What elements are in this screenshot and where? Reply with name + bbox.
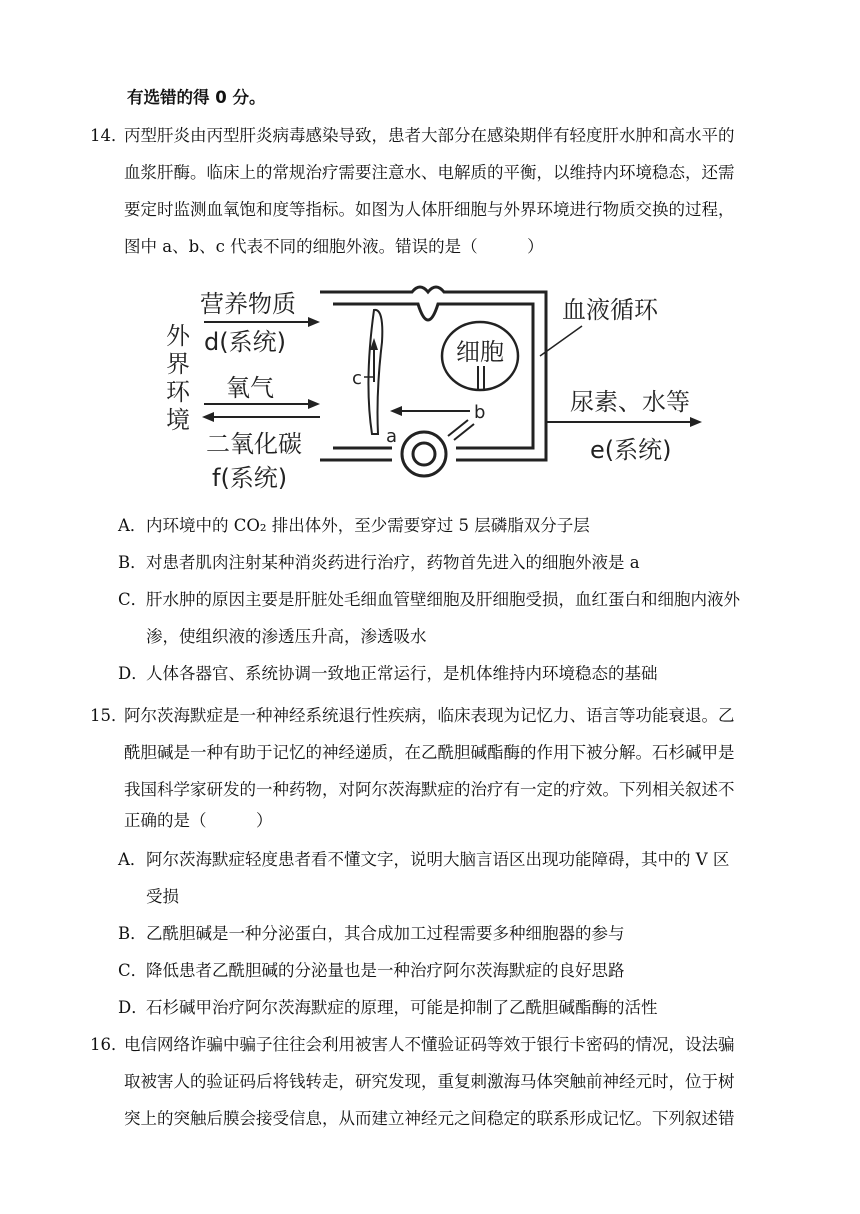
q15-option-c-text: 降低患者乙酰胆碱的分泌量也是一种治疗阿尔茨海默症的良好思路 xyxy=(146,961,625,980)
question-15-line-2: 酰胆碱是一种有助于记忆的神经递质，在乙酰胆碱酯酶的作用下被分解。石杉碱甲是 xyxy=(124,743,735,762)
outer-env-char-2: 界 xyxy=(166,350,190,378)
question-15-line-1: 阿尔茨海默症是一种神经系统退行性疾病，临床表现为记忆力、语言等功能衰退。乙 xyxy=(124,706,735,725)
q14-option-b-letter: B． xyxy=(118,553,147,572)
question-15-line-3: 我国科学家研发的一种药物，对阿尔茨海默症的治疗有一定的疗效。下列相关叙述不 xyxy=(124,780,735,799)
liver-cell-exchange-diagram xyxy=(150,282,710,500)
q14-option-c-letter: C． xyxy=(118,590,148,609)
outer-env-char-1: 外 xyxy=(166,322,190,350)
e-system-label: e(系统) xyxy=(590,436,672,464)
q14-option-c-text: 肝水肿的原因主要是肝脏处毛细血管壁细胞及肝细胞受损，血红蛋白和细胞内液外 xyxy=(146,590,740,609)
a-b-exchange-arrow-1 xyxy=(448,420,468,436)
q15-option-a-continuation: 受损 xyxy=(146,887,179,906)
co2-label: 二氧化碳 xyxy=(206,430,302,458)
nutrient-arrowhead xyxy=(308,317,320,327)
question-16-line-2: 取被害人的验证码后将钱转走，研究发现，重复刺激海马体突触前神经元时，位于树 xyxy=(124,1072,735,1091)
question-14-line-4: 图中 a、b、c 代表不同的细胞外液。错误的是（ ） xyxy=(124,237,544,256)
outer-env-char-4: 境 xyxy=(166,406,190,434)
question-15-line-4: 正确的是（ ） xyxy=(124,811,273,830)
d-system-label: d(系统) xyxy=(204,328,286,356)
question-16-number: 16． xyxy=(90,1035,128,1054)
question-15-number: 15． xyxy=(90,706,128,725)
q14-option-d-text: 人体各器官、系统协调一致地正常运行，是机体维持内环境稳态的基础 xyxy=(146,664,658,683)
q15-option-a-letter: A． xyxy=(118,850,147,869)
question-14-line-1: 丙型肝炎由丙型肝炎病毒感染导致，患者大部分在感染期伴有轻度肝水肿和高水平的 xyxy=(124,126,735,145)
q15-option-a-text: 阿尔茨海默症轻度患者看不懂文字，说明大脑言语区出现功能障碍，其中的 V 区 xyxy=(146,850,730,869)
q14-option-b-text: 对患者肌肉注射某种消炎药进行治疗，药物首先进入的细胞外液是 a xyxy=(146,553,640,572)
question-14-line-3: 要定时监测血氧饱和度等指标。如图为人体肝细胞与外界环境进行物质交换的过程， xyxy=(124,200,735,219)
nutrients-label: 营养物质 xyxy=(200,290,296,318)
label-c: c xyxy=(352,368,362,389)
urea-water-label: 尿素、水等 xyxy=(570,388,690,416)
q14-option-d-letter: D． xyxy=(118,664,148,683)
previous-question-tail: 有选错的得 0 分。 xyxy=(127,88,266,107)
blood-circulation-label: 血液循环 xyxy=(562,296,658,324)
q15-option-c-letter: C． xyxy=(118,961,148,980)
label-b: b xyxy=(474,402,486,423)
q14-option-a-text: 内环境中的 CO₂ 排出体外，至少需要穿过 5 层磷脂双分子层 xyxy=(146,516,590,535)
question-16-line-1: 电信网络诈骗中骗子往往会利用被害人不懂验证码等效于银行卡密码的情况，设法骗 xyxy=(124,1035,735,1054)
q15-option-b-letter: B． xyxy=(118,924,147,943)
lymph-vessel xyxy=(368,310,382,434)
q15-option-d-text: 石杉碱甲治疗阿尔茨海默症的原理，可能是抑制了乙酰胆碱酯酶的活性 xyxy=(146,998,658,1017)
question-14-number: 14． xyxy=(90,126,128,145)
q15-option-b-text: 乙酰胆碱是一种分泌蛋白，其合成加工过程需要多种细胞器的参与 xyxy=(146,924,625,943)
q15-option-d-letter: D． xyxy=(118,998,148,1017)
a-b-exchange-arrow-2 xyxy=(454,424,474,440)
excretion-arrowhead xyxy=(690,417,702,427)
f-system-label: f(系统) xyxy=(212,464,288,492)
question-14-line-2: 血浆肝酶。临床上的常规治疗需要注意水、电解质的平衡，以维持内环境稳态，还需 xyxy=(124,163,735,182)
label-a: a xyxy=(386,426,398,447)
question-16-line-3: 突上的突触后膜会接受信息，从而建立神经元之间稳定的联系形成记忆。下列叙述错 xyxy=(124,1109,735,1128)
outer-env-char-3: 环 xyxy=(166,378,190,406)
heart-pump-inner xyxy=(413,443,435,465)
co2-arrowhead xyxy=(202,412,214,422)
cell-label: 细胞 xyxy=(456,338,504,366)
q14-option-a-letter: A． xyxy=(118,516,147,535)
oxygen-label: 氧气 xyxy=(226,374,274,402)
oxygen-arrowhead xyxy=(308,399,320,409)
q14-option-c-continuation: 渗，使组织液的渗透压升高，渗透吸水 xyxy=(146,627,427,646)
b-to-lymph-arrowhead xyxy=(390,406,402,416)
